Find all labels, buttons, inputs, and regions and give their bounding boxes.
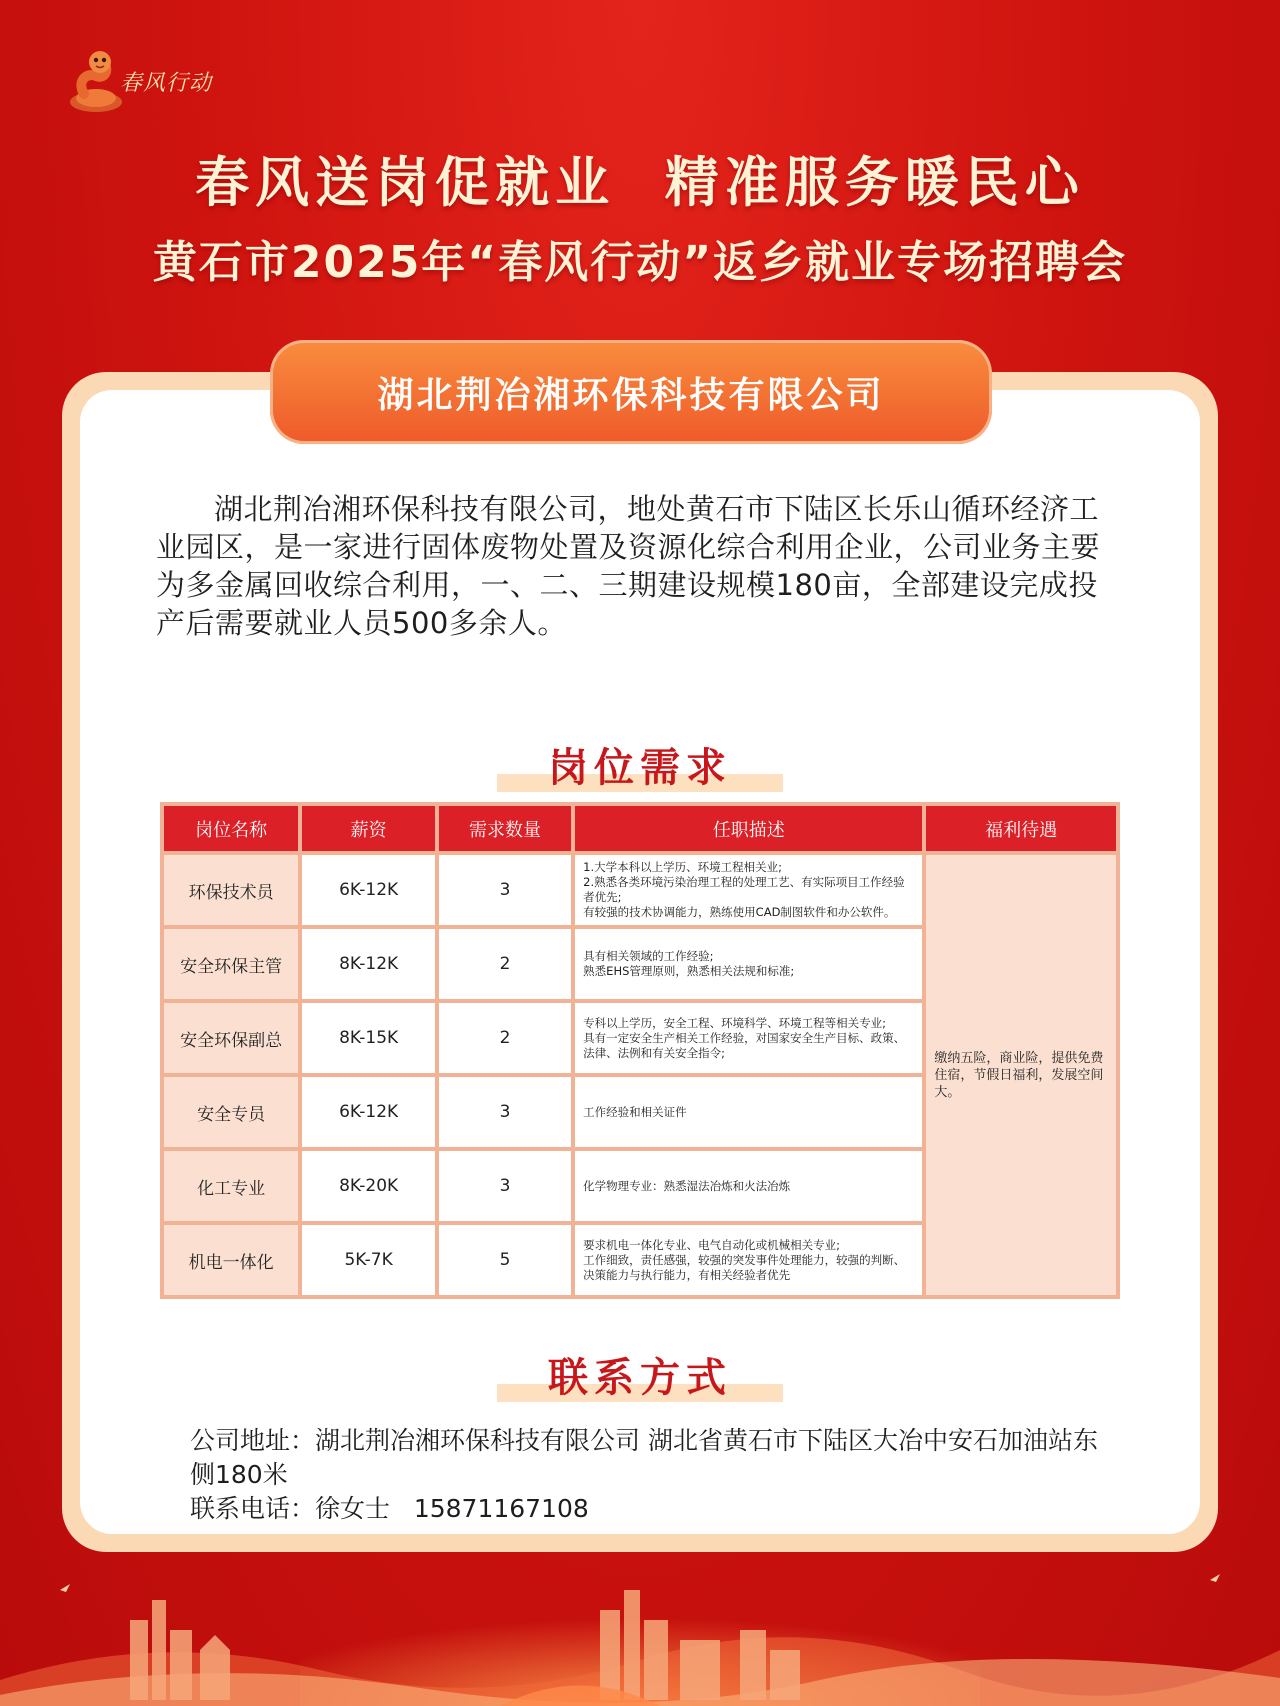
header-description: 任职描述 xyxy=(575,806,922,851)
job-description: 要求机电一体化专业、电气自动化或机械相关专业; 工作细致，责任感强，较强的突发事件处理能力，较强的判断、决策能力与执行能力，有相关经验者优先 xyxy=(575,1225,922,1295)
logo xyxy=(66,48,226,118)
table-header-row xyxy=(164,806,1116,851)
header-benefits: 福利待遇 xyxy=(926,806,1116,851)
job-count: 2 xyxy=(439,929,571,999)
event-title: 黄石市2025年“春风行动”返乡就业专场招聘会 xyxy=(152,237,1128,288)
job-description: 化学物理专业：熟悉湿法冶炼和火法冶炼 xyxy=(575,1151,922,1221)
job-description: 专科以上学历，安全工程、环境科学、环境工程等相关专业; 具有一定安全生产相关工作经验，对国家安全生产目标、政策、法律、法例和有关安全指令; xyxy=(575,1003,922,1073)
job-count: 3 xyxy=(439,1077,571,1147)
job-name: 化工专业 xyxy=(164,1151,298,1221)
job-salary: 8K-12K xyxy=(302,929,435,999)
job-count: 5 xyxy=(439,1225,571,1295)
contact-phone: 联系电话：徐女士 15871167108 xyxy=(190,1494,589,1523)
job-name: 安全环保主管 xyxy=(164,929,298,999)
job-description: 1.大学本科以上学历、环境工程相关业; 2.熟悉各类环境污染治理工程的处理工艺、有实际项目工作经验者优先; 有较强的技术协调能力，熟练使用CAD制图软件和办公软件。 xyxy=(575,855,922,925)
slogan: 春风送岗促就业 精准服务暖民心 xyxy=(195,150,1085,214)
job-benefits: 缴纳五险，商业险，提供免费住宿，节假日福利，发展空间大。 xyxy=(926,855,1116,1295)
job-count: 3 xyxy=(439,855,571,925)
header-count: 需求数量 xyxy=(439,806,571,851)
contact-address: 公司地址：湖北荆冶湘环保科技有限公司 湖北省黄石市下陆区大冶中安石加油站东侧180米 xyxy=(190,1426,1098,1489)
jobs-heading xyxy=(0,736,1280,796)
job-salary: 5K-7K xyxy=(302,1225,435,1295)
job-count: 3 xyxy=(439,1151,571,1221)
header-salary: 薪资 xyxy=(302,806,435,851)
job-salary: 6K-12K xyxy=(302,855,435,925)
contact-info xyxy=(190,1424,1110,1526)
job-salary: 6K-12K xyxy=(302,1077,435,1147)
table-row xyxy=(164,855,1116,925)
contact-heading-text: 联系方式 xyxy=(548,1355,732,1401)
job-description: 具有相关领域的工作经验; 熟悉EHS管理原则，熟悉相关法规和标准; xyxy=(575,929,922,999)
company-intro: 湖北荆冶湘环保科技有限公司，地处黄石市下陆区长乐山循环经济工业园区，是一家进行固体废物处置及资源化综合利用企业，公司业务主要为多金属回收综合利用，一、二、三期建设规模180亩，全部建设完成投产后需要就业人员500多余人。 xyxy=(156,492,1101,640)
header-position: 岗位名称 xyxy=(164,806,298,851)
job-salary: 8K-20K xyxy=(302,1151,435,1221)
jobs-heading-text: 岗位需求 xyxy=(548,745,732,791)
job-count: 2 xyxy=(439,1003,571,1073)
contact-heading xyxy=(0,1346,1280,1406)
snake-mascot-icon xyxy=(66,50,126,116)
city-skyline-icon xyxy=(0,1560,1280,1706)
job-name: 环保技术员 xyxy=(164,855,298,925)
job-name: 安全专员 xyxy=(164,1077,298,1147)
jobs-table xyxy=(160,802,1120,1299)
job-name: 安全环保副总 xyxy=(164,1003,298,1073)
company-name-banner xyxy=(270,340,992,444)
job-description: 工作经验和相关证件 xyxy=(575,1077,922,1147)
company-name: 湖北荆冶湘环保科技有限公司 xyxy=(377,374,885,416)
logo-text: 春风行动 xyxy=(120,71,213,96)
job-salary: 8K-15K xyxy=(302,1003,435,1073)
job-name: 机电一体化 xyxy=(164,1225,298,1295)
